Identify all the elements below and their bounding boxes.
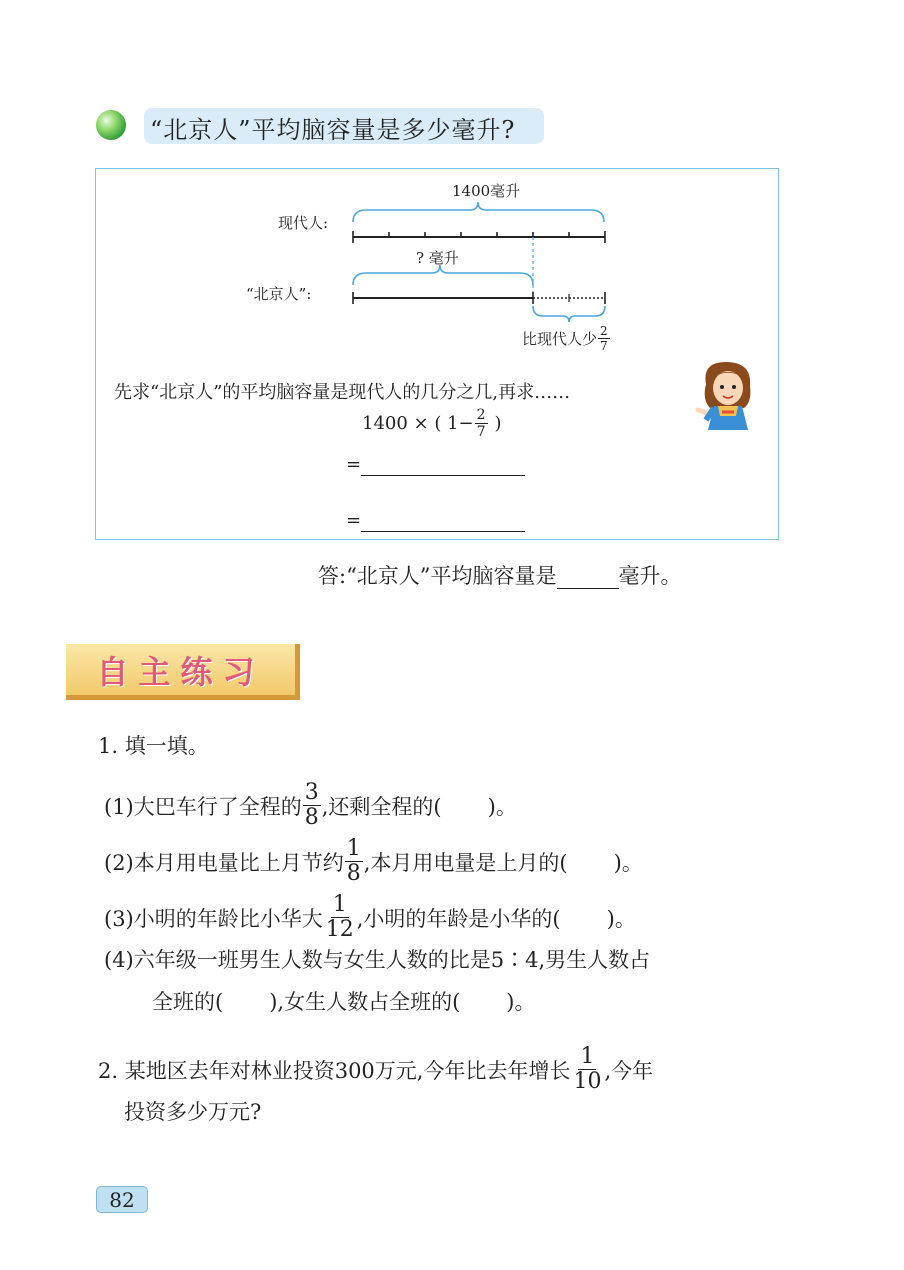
answer-blank-2[interactable] <box>361 510 525 532</box>
q1-3-fraction <box>324 894 356 941</box>
q1-2-pre: (2)本月用电量比上月节约 <box>104 850 344 875</box>
equation-line-2 <box>346 454 525 476</box>
answer-blank-1[interactable] <box>361 454 525 476</box>
page-number: 82 <box>109 1187 135 1212</box>
question-2 <box>98 1046 653 1093</box>
equation-frac-den: 7 <box>476 424 486 440</box>
question-1-4-line-2 <box>152 986 535 1016</box>
equation-line-3 <box>346 510 525 532</box>
q1-2-den: 8 <box>346 861 361 886</box>
equation-line-1 <box>362 408 502 439</box>
question-1-1 <box>104 782 517 829</box>
q1-4-c: )。 <box>506 990 536 1014</box>
less-frac-den: 7 <box>600 339 608 353</box>
q1-2-end: )。 <box>613 850 643 875</box>
section-title: 自主练习 <box>96 652 265 691</box>
beijing-value: ? 毫升 <box>416 249 459 267</box>
girl-pointing-icon <box>692 358 764 432</box>
answer-prefix: 答:“北京人”平均脑容量是 <box>318 564 557 588</box>
q2-fraction <box>571 1046 603 1093</box>
q2-post: ,今年 <box>604 1058 654 1083</box>
line-segment-diagram <box>0 0 904 360</box>
beijing-brace <box>353 265 533 285</box>
q1-3-den: 12 <box>325 917 354 942</box>
section-banner <box>66 644 300 700</box>
q1-1-num: 3 <box>304 780 319 805</box>
q1-1-den: 8 <box>304 805 319 830</box>
remainder-brace <box>533 306 605 322</box>
q1-4-b: ),女生人数占全班的( <box>269 990 461 1014</box>
page-title: “北京人”平均脑容量是多少毫升? <box>150 116 516 144</box>
q1-4-a: 全班的( <box>152 990 224 1014</box>
q1-2-fraction <box>345 838 363 885</box>
q1-1-fraction <box>303 782 321 829</box>
question-1-4-line-1: (4)六年级一班男生人数与女生人数的比是5∶4,男生人数占 <box>104 948 651 972</box>
q1-2-post: ,本月用电量是上月的( <box>363 850 568 875</box>
equation-prefix: 1400 × ( 1− <box>362 413 474 434</box>
modern-label: 现代人: <box>278 214 329 232</box>
hint-text: 先求“北京人”的平均脑容量是现代人的几分之几,再求…… <box>114 382 571 403</box>
q2-num: 1 <box>580 1044 595 1069</box>
equation-frac-num: 2 <box>476 407 486 423</box>
less-label: 比现代人少 <box>522 330 598 348</box>
answer-blank[interactable] <box>557 564 619 589</box>
equation-suffix: ) <box>494 413 502 434</box>
q1-3-pre: (3)小明的年龄比小华大 <box>104 906 323 931</box>
answer-sentence <box>318 560 682 590</box>
q2-pre: 2. 某地区去年对林业投资300万元,今年比去年增长 <box>98 1058 571 1083</box>
q2-den: 10 <box>573 1069 602 1094</box>
equation-fraction <box>475 408 488 439</box>
q1-1-end: )。 <box>487 794 517 819</box>
q1-3-end: )。 <box>606 906 636 931</box>
page-number-badge <box>96 1186 148 1213</box>
question-1-2 <box>104 838 643 885</box>
equation-eq-sign-2: = <box>346 510 362 531</box>
question-1-title: 1. 填一填。 <box>98 734 209 758</box>
q1-3-num: 1 <box>332 892 347 917</box>
q1-1-pre: (1)大巴车行了全程的 <box>104 794 302 819</box>
q1-2-num: 1 <box>346 836 361 861</box>
modern-brace <box>353 202 604 222</box>
less-frac-num: 2 <box>600 324 608 338</box>
question-1-3 <box>104 894 636 941</box>
q1-1-post: ,还剩全程的( <box>321 794 442 819</box>
equation-eq-sign-1: = <box>346 454 362 475</box>
modern-value: 1400毫升 <box>452 182 521 200</box>
answer-suffix: 毫升。 <box>618 564 682 588</box>
beijing-label: “北京人”: <box>246 285 312 303</box>
q1-3-post: ,小明的年龄是小华的( <box>356 906 561 931</box>
question-2-line-2: 投资多少万元? <box>124 1100 262 1124</box>
